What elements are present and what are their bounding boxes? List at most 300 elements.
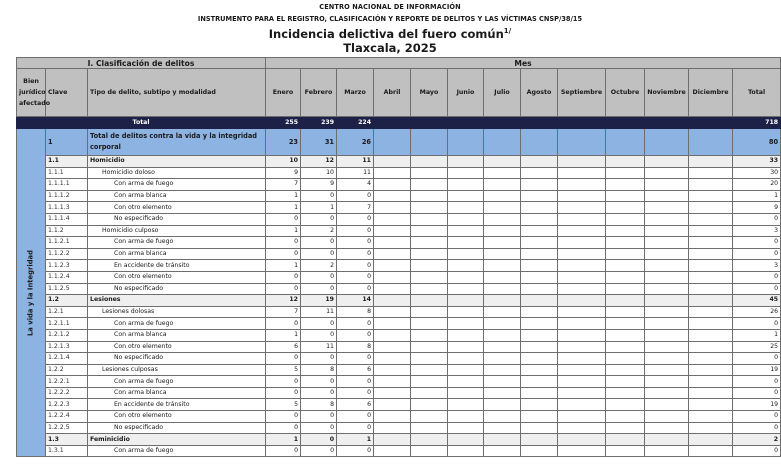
month-cell-noviembre xyxy=(645,225,689,237)
report-title xyxy=(0,27,780,41)
month-cell-abril xyxy=(374,129,411,156)
month-cell-octubre xyxy=(606,376,645,388)
month-cell-agosto xyxy=(521,283,558,295)
month-cell-febrero: 0 xyxy=(301,445,337,457)
month-cell-enero: 0 xyxy=(266,411,301,423)
month-cell-diciembre xyxy=(689,434,733,446)
month-cell-septiembre xyxy=(558,399,606,411)
clave-cell: 1.2.2.5 xyxy=(46,422,88,434)
month-cell-marzo: 1 xyxy=(337,434,374,446)
month-cell-enero: 7 xyxy=(266,179,301,191)
month-cell-febrero: 0 xyxy=(301,329,337,341)
month-cell-diciembre xyxy=(689,353,733,365)
month-cell-junio xyxy=(448,271,484,283)
clave-cell: 1.2.1.4 xyxy=(46,353,88,365)
month-cell-septiembre xyxy=(558,434,606,446)
month-cell-abril xyxy=(374,399,411,411)
month-cell-diciembre xyxy=(689,399,733,411)
month-cell-marzo: 0 xyxy=(337,422,374,434)
tipo-cell: En accidente de tránsito xyxy=(88,260,266,272)
col-month-mayo: Mayo xyxy=(411,69,448,117)
table-row xyxy=(17,364,781,376)
month-cell-abril xyxy=(374,376,411,388)
month-cell-agosto xyxy=(521,341,558,353)
month-cell-agosto xyxy=(521,271,558,283)
month-cell-marzo: 0 xyxy=(337,318,374,330)
month-cell-marzo: 6 xyxy=(337,364,374,376)
clave-cell: 1.1.1 xyxy=(46,167,88,179)
table-row xyxy=(17,329,781,341)
month-cell-junio xyxy=(448,190,484,202)
month-cell-julio xyxy=(484,306,521,318)
col-month-septiembre: Septiembre xyxy=(558,69,606,117)
month-cell-noviembre xyxy=(645,248,689,260)
tipo-cell: No especificado xyxy=(88,353,266,365)
month-cell-marzo: 0 xyxy=(337,225,374,237)
month-cell-agosto xyxy=(521,329,558,341)
month-cell-enero: 0 xyxy=(266,353,301,365)
row-total-cell: 3 xyxy=(733,260,781,272)
row-total-cell: 25 xyxy=(733,341,781,353)
table-row xyxy=(17,179,781,191)
month-cell-diciembre xyxy=(689,364,733,376)
month-cell-septiembre xyxy=(558,248,606,260)
month-cell-febrero: 0 xyxy=(301,387,337,399)
clave-cell: 1.1.1.2 xyxy=(46,190,88,202)
table-row xyxy=(17,387,781,399)
month-cell-enero: 10 xyxy=(266,156,301,168)
month-cell-noviembre xyxy=(645,237,689,249)
row-total-cell: 26 xyxy=(733,306,781,318)
month-cell-agosto xyxy=(521,167,558,179)
clave-cell: 1.1.1.1 xyxy=(46,179,88,191)
row-total-cell: 80 xyxy=(733,129,781,156)
month-cell-agosto xyxy=(521,179,558,191)
month-cell-septiembre xyxy=(558,225,606,237)
month-cell-junio xyxy=(448,248,484,260)
month-cell-junio xyxy=(448,129,484,156)
month-cell-noviembre xyxy=(645,387,689,399)
table-row xyxy=(17,225,781,237)
total-cell-septiembre xyxy=(558,117,606,129)
month-cell-agosto xyxy=(521,156,558,168)
month-cell-julio xyxy=(484,283,521,295)
month-cell-febrero: 19 xyxy=(301,295,337,307)
month-cell-junio xyxy=(448,318,484,330)
table-row xyxy=(17,422,781,434)
month-cell-marzo: 0 xyxy=(337,237,374,249)
tipo-cell: Homicidio doloso xyxy=(88,167,266,179)
tipo-cell: Con arma blanca xyxy=(88,329,266,341)
clave-cell: 1.3 xyxy=(46,434,88,446)
month-cell-noviembre xyxy=(645,202,689,214)
month-cell-octubre xyxy=(606,295,645,307)
row-total-cell: 0 xyxy=(733,237,781,249)
month-cell-marzo: 8 xyxy=(337,306,374,318)
month-cell-julio xyxy=(484,353,521,365)
month-cell-enero: 23 xyxy=(266,129,301,156)
month-cell-noviembre xyxy=(645,329,689,341)
month-cell-noviembre xyxy=(645,318,689,330)
row-total-cell: 20 xyxy=(733,179,781,191)
month-cell-noviembre xyxy=(645,129,689,156)
month-cell-octubre xyxy=(606,271,645,283)
month-cell-mayo xyxy=(411,202,448,214)
month-cell-diciembre xyxy=(689,318,733,330)
row-total-cell: 0 xyxy=(733,353,781,365)
month-cell-abril xyxy=(374,190,411,202)
month-cell-septiembre xyxy=(558,364,606,376)
table-row xyxy=(17,129,781,156)
month-cell-marzo: 0 xyxy=(337,387,374,399)
month-cell-octubre xyxy=(606,364,645,376)
clave-cell: 1.1.2.4 xyxy=(46,271,88,283)
row-total-cell: 0 xyxy=(733,422,781,434)
month-cell-mayo xyxy=(411,306,448,318)
month-cell-febrero: 12 xyxy=(301,156,337,168)
tipo-cell: Con otro elemento xyxy=(88,271,266,283)
tipo-cell: Con otro elemento xyxy=(88,411,266,423)
row-total-cell: 2 xyxy=(733,434,781,446)
clave-cell: 1.2.1.2 xyxy=(46,329,88,341)
month-cell-agosto xyxy=(521,202,558,214)
month-cell-agosto xyxy=(521,411,558,423)
month-cell-febrero: 0 xyxy=(301,190,337,202)
month-cell-octubre xyxy=(606,248,645,260)
col-month-octubre: Octubre xyxy=(606,69,645,117)
month-cell-mayo xyxy=(411,248,448,260)
row-total-cell: 9 xyxy=(733,202,781,214)
month-cell-junio xyxy=(448,283,484,295)
col-total: Total xyxy=(733,69,781,117)
month-cell-agosto xyxy=(521,190,558,202)
month-cell-agosto xyxy=(521,260,558,272)
month-cell-enero: 5 xyxy=(266,399,301,411)
month-cell-noviembre xyxy=(645,271,689,283)
month-cell-febrero: 1 xyxy=(301,202,337,214)
month-cell-julio xyxy=(484,445,521,457)
table-row xyxy=(17,341,781,353)
month-cell-mayo xyxy=(411,387,448,399)
month-cell-marzo: 0 xyxy=(337,190,374,202)
month-cell-mayo xyxy=(411,190,448,202)
month-cell-mayo xyxy=(411,260,448,272)
month-cell-septiembre xyxy=(558,387,606,399)
clave-cell: 1.1 xyxy=(46,156,88,168)
month-cell-febrero: 10 xyxy=(301,167,337,179)
month-cell-octubre xyxy=(606,213,645,225)
tipo-cell: Con arma de fuego xyxy=(88,376,266,388)
month-cell-octubre xyxy=(606,225,645,237)
row-total-cell: 0 xyxy=(733,248,781,260)
col-month-febrero: Febrero xyxy=(301,69,337,117)
table-row xyxy=(17,271,781,283)
row-total-cell: 19 xyxy=(733,399,781,411)
month-cell-mayo xyxy=(411,271,448,283)
month-cell-marzo: 0 xyxy=(337,260,374,272)
month-cell-noviembre xyxy=(645,364,689,376)
month-cell-septiembre xyxy=(558,306,606,318)
month-cell-octubre xyxy=(606,353,645,365)
month-cell-noviembre xyxy=(645,179,689,191)
month-cell-junio xyxy=(448,376,484,388)
row-total-cell: 0 xyxy=(733,213,781,225)
month-cell-enero: 0 xyxy=(266,387,301,399)
clave-cell: 1.2.1 xyxy=(46,306,88,318)
month-cell-junio xyxy=(448,422,484,434)
bien-juridico-cell xyxy=(17,129,46,457)
month-cell-diciembre xyxy=(689,341,733,353)
month-cell-diciembre xyxy=(689,422,733,434)
table-row xyxy=(17,156,781,168)
month-cell-octubre xyxy=(606,318,645,330)
month-cell-mayo xyxy=(411,167,448,179)
clave-cell: 1.1.2.2 xyxy=(46,248,88,260)
month-cell-marzo: 8 xyxy=(337,341,374,353)
month-cell-enero: 0 xyxy=(266,376,301,388)
month-cell-febrero: 8 xyxy=(301,399,337,411)
clave-cell: 1.2 xyxy=(46,295,88,307)
month-cell-marzo: 0 xyxy=(337,248,374,260)
month-cell-octubre xyxy=(606,179,645,191)
table-row xyxy=(17,190,781,202)
month-cell-julio xyxy=(484,179,521,191)
month-cell-mayo xyxy=(411,283,448,295)
col-month-julio: Julio xyxy=(484,69,521,117)
month-cell-junio xyxy=(448,167,484,179)
tipo-cell: En accidente de tránsito xyxy=(88,399,266,411)
month-cell-septiembre xyxy=(558,295,606,307)
month-cell-febrero: 0 xyxy=(301,271,337,283)
month-cell-diciembre xyxy=(689,295,733,307)
month-cell-abril xyxy=(374,411,411,423)
row-total-cell: 45 xyxy=(733,295,781,307)
month-cell-marzo: 6 xyxy=(337,399,374,411)
month-cell-diciembre xyxy=(689,129,733,156)
table-row xyxy=(17,318,781,330)
col-month-enero: Enero xyxy=(266,69,301,117)
col-clave: Clave xyxy=(46,69,88,117)
month-cell-enero: 0 xyxy=(266,248,301,260)
month-cell-enero: 1 xyxy=(266,190,301,202)
month-cell-noviembre xyxy=(645,306,689,318)
month-cell-junio xyxy=(448,202,484,214)
month-cell-julio xyxy=(484,225,521,237)
row-total-cell: 1 xyxy=(733,190,781,202)
row-total-cell: 30 xyxy=(733,167,781,179)
month-cell-febrero: 9 xyxy=(301,179,337,191)
month-cell-junio xyxy=(448,260,484,272)
total-cell-octubre xyxy=(606,117,645,129)
total-cell-abril xyxy=(374,117,411,129)
table-row xyxy=(17,306,781,318)
month-cell-diciembre xyxy=(689,376,733,388)
month-cell-abril xyxy=(374,306,411,318)
month-cell-agosto xyxy=(521,306,558,318)
month-cell-enero: 12 xyxy=(266,295,301,307)
month-cell-diciembre xyxy=(689,260,733,272)
grand-total: 718 xyxy=(733,117,781,129)
month-cell-febrero: 2 xyxy=(301,225,337,237)
month-cell-julio xyxy=(484,260,521,272)
month-cell-enero: 6 xyxy=(266,341,301,353)
month-cell-febrero: 31 xyxy=(301,129,337,156)
month-cell-diciembre xyxy=(689,225,733,237)
table-row xyxy=(17,167,781,179)
table-row xyxy=(17,295,781,307)
month-cell-mayo xyxy=(411,129,448,156)
section-month: Mes xyxy=(266,58,781,69)
month-cell-enero: 1 xyxy=(266,260,301,272)
clave-cell: 1.2.1.3 xyxy=(46,341,88,353)
month-cell-mayo xyxy=(411,411,448,423)
instrument-name: INSTRUMENTO PARA EL REGISTRO, CLASIFICACIÓN Y REPORTE DE DELITOS Y LAS VÍCTIMAS CNSP/38/15 xyxy=(197,15,583,23)
total-cell-enero: 255 xyxy=(266,117,301,129)
month-cell-diciembre xyxy=(689,248,733,260)
row-total-cell: 0 xyxy=(733,271,781,283)
month-cell-febrero: 0 xyxy=(301,434,337,446)
month-cell-abril xyxy=(374,353,411,365)
row-total-cell: 0 xyxy=(733,283,781,295)
month-cell-julio xyxy=(484,237,521,249)
month-cell-marzo: 0 xyxy=(337,376,374,388)
tipo-cell: No especificado xyxy=(88,213,266,225)
month-cell-septiembre xyxy=(558,271,606,283)
month-cell-diciembre xyxy=(689,213,733,225)
month-cell-julio xyxy=(484,411,521,423)
month-cell-marzo: 7 xyxy=(337,202,374,214)
tipo-cell: Con arma de fuego xyxy=(88,318,266,330)
table-row xyxy=(17,376,781,388)
month-cell-abril xyxy=(374,213,411,225)
month-cell-enero: 0 xyxy=(266,213,301,225)
month-cell-junio xyxy=(448,179,484,191)
tipo-cell: Con arma de fuego xyxy=(88,179,266,191)
month-cell-agosto xyxy=(521,445,558,457)
month-cell-mayo xyxy=(411,399,448,411)
month-cell-agosto xyxy=(521,353,558,365)
month-cell-noviembre xyxy=(645,283,689,295)
month-cell-septiembre xyxy=(558,260,606,272)
clave-cell: 1.2.2.4 xyxy=(46,411,88,423)
month-cell-diciembre xyxy=(689,190,733,202)
month-cell-mayo xyxy=(411,295,448,307)
col-month-junio: Junio xyxy=(448,69,484,117)
tipo-cell: Lesiones xyxy=(88,295,266,307)
month-cell-noviembre xyxy=(645,376,689,388)
month-cell-enero: 5 xyxy=(266,364,301,376)
table-row xyxy=(17,213,781,225)
month-cell-junio xyxy=(448,353,484,365)
month-cell-agosto xyxy=(521,318,558,330)
month-cell-agosto xyxy=(521,213,558,225)
month-cell-julio xyxy=(484,190,521,202)
row-total-cell: 0 xyxy=(733,318,781,330)
month-cell-septiembre xyxy=(558,329,606,341)
clave-cell: 1.2.1.1 xyxy=(46,318,88,330)
month-cell-febrero: 8 xyxy=(301,364,337,376)
month-cell-mayo xyxy=(411,225,448,237)
bien-juridico-label: La vida y la Integridad xyxy=(26,249,35,336)
month-cell-agosto xyxy=(521,387,558,399)
month-cell-marzo: 4 xyxy=(337,179,374,191)
month-cell-julio xyxy=(484,399,521,411)
tipo-cell: Con otro elemento xyxy=(88,341,266,353)
month-cell-agosto xyxy=(521,129,558,156)
month-cell-febrero: 2 xyxy=(301,260,337,272)
month-cell-mayo xyxy=(411,364,448,376)
month-cell-septiembre xyxy=(558,341,606,353)
tipo-cell: Con arma blanca xyxy=(88,387,266,399)
month-cell-junio xyxy=(448,341,484,353)
tipo-cell: Con otro elemento xyxy=(88,202,266,214)
month-cell-mayo xyxy=(411,213,448,225)
month-cell-octubre xyxy=(606,306,645,318)
month-cell-abril xyxy=(374,202,411,214)
month-cell-octubre xyxy=(606,341,645,353)
row-total-cell: 33 xyxy=(733,156,781,168)
month-cell-abril xyxy=(374,295,411,307)
month-cell-abril xyxy=(374,271,411,283)
month-cell-enero: 0 xyxy=(266,271,301,283)
month-cell-septiembre xyxy=(558,445,606,457)
table-row xyxy=(17,283,781,295)
row-total-cell: 1 xyxy=(733,329,781,341)
month-cell-julio xyxy=(484,295,521,307)
month-cell-junio xyxy=(448,445,484,457)
month-cell-octubre xyxy=(606,411,645,423)
month-cell-septiembre xyxy=(558,129,606,156)
month-cell-agosto xyxy=(521,399,558,411)
month-cell-diciembre xyxy=(689,179,733,191)
month-cell-julio xyxy=(484,318,521,330)
month-cell-octubre xyxy=(606,202,645,214)
tipo-cell: Total de delitos contra la vida y la integridad corporal xyxy=(88,129,266,156)
month-cell-mayo xyxy=(411,353,448,365)
clave-cell: 1.1.2.5 xyxy=(46,283,88,295)
month-cell-octubre xyxy=(606,167,645,179)
month-cell-septiembre xyxy=(558,167,606,179)
month-cell-abril xyxy=(374,248,411,260)
tipo-cell: Homicidio xyxy=(88,156,266,168)
month-cell-diciembre xyxy=(689,387,733,399)
clave-cell: 1.1.2 xyxy=(46,225,88,237)
month-cell-febrero: 0 xyxy=(301,237,337,249)
month-cell-abril xyxy=(374,329,411,341)
month-cell-enero: 7 xyxy=(266,306,301,318)
month-cell-mayo xyxy=(411,434,448,446)
month-cell-agosto xyxy=(521,248,558,260)
month-cell-febrero: 0 xyxy=(301,411,337,423)
clave-cell: 1.2.2.1 xyxy=(46,376,88,388)
clave-cell: 1.2.2.2 xyxy=(46,387,88,399)
row-total-cell: 0 xyxy=(733,376,781,388)
month-cell-abril xyxy=(374,179,411,191)
clave-cell: 1.1.2.1 xyxy=(46,237,88,249)
month-cell-febrero: 11 xyxy=(301,341,337,353)
total-row-label: Total xyxy=(17,117,266,129)
total-cell-mayo xyxy=(411,117,448,129)
month-cell-agosto xyxy=(521,376,558,388)
section-header-row xyxy=(17,58,781,69)
table-row xyxy=(17,411,781,423)
month-cell-julio xyxy=(484,271,521,283)
month-cell-enero: 0 xyxy=(266,318,301,330)
month-cell-julio xyxy=(484,248,521,260)
clave-cell: 1.1.2.3 xyxy=(46,260,88,272)
col-month-abril: Abril xyxy=(374,69,411,117)
month-cell-febrero: 0 xyxy=(301,353,337,365)
